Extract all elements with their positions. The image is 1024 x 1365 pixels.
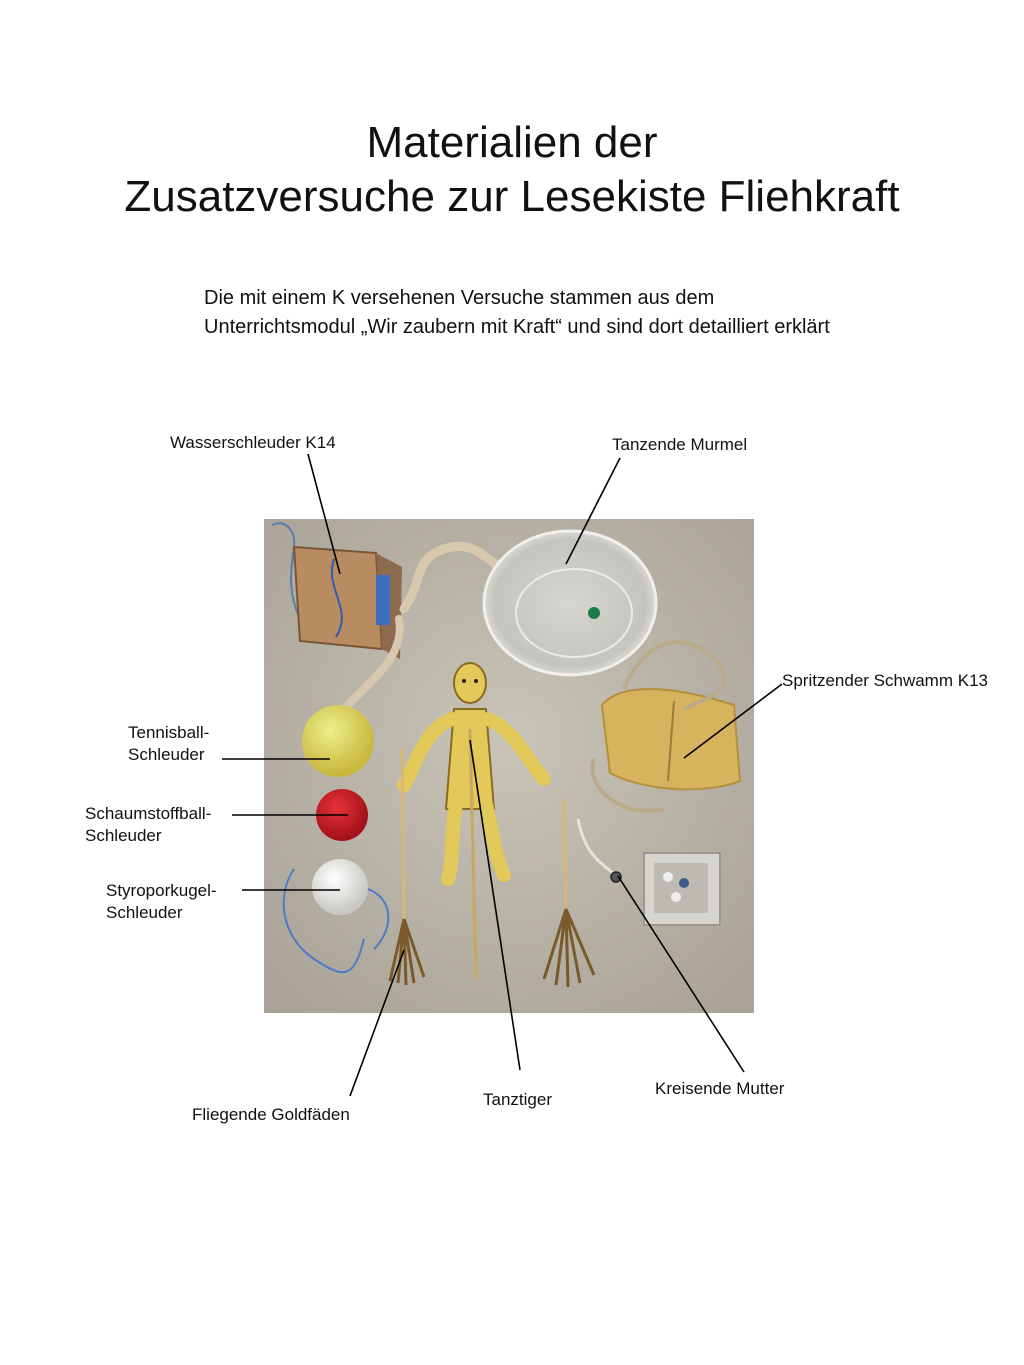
styrofoam-ball bbox=[312, 859, 368, 915]
label-schaumstoffball-line-1: Schaumstoffball- bbox=[85, 804, 212, 823]
note-line-1: Die mit einem K versehenen Versuche stammen aus dem bbox=[204, 287, 715, 309]
title-line-1: Materialien der bbox=[366, 118, 658, 167]
label-styroporkugel bbox=[106, 880, 217, 924]
label-schaumstoffball bbox=[85, 803, 211, 847]
glass-bowl bbox=[484, 531, 656, 675]
label-styroporkugel-line-1: Styroporkugel- bbox=[106, 881, 217, 900]
title-line-2: Zusatzversuche zur Lesekiste Fliehkraft bbox=[124, 172, 900, 221]
label-spritzender-schwamm: Spritzender Schwamm K13 bbox=[782, 671, 988, 690]
label-tennisball-line-1: Tennisball- bbox=[128, 723, 210, 742]
label-tanzende-murmel: Tanzende Murmel bbox=[612, 435, 748, 454]
label-styroporkugel-line-2: Schleuder bbox=[106, 903, 183, 922]
label-fliegende-goldfaeden: Fliegende Goldfäden bbox=[192, 1105, 350, 1124]
materials-photo bbox=[264, 519, 754, 1013]
materials-photo-illustration bbox=[264, 519, 754, 1013]
label-tennisball bbox=[128, 722, 209, 766]
label-tennisball-line-2: Schleuder bbox=[128, 745, 205, 764]
page-title bbox=[0, 116, 1024, 224]
intro-note bbox=[204, 284, 964, 342]
label-tanztiger: Tanztiger bbox=[483, 1090, 552, 1109]
small-box bbox=[644, 853, 720, 925]
label-kreisende-mutter: Kreisende Mutter bbox=[655, 1079, 785, 1098]
foam-ball bbox=[316, 789, 368, 841]
tennis-ball bbox=[302, 705, 374, 777]
label-schaumstoffball-line-2: Schleuder bbox=[85, 826, 162, 845]
marble bbox=[588, 607, 600, 619]
note-line-2: Unterrichtsmodul „Wir zaubern mit Kraft“ und sind dort detailliert erklärt bbox=[204, 316, 830, 338]
nut bbox=[611, 872, 621, 882]
label-wasserschleuder: Wasserschleuder K14 bbox=[170, 433, 336, 452]
